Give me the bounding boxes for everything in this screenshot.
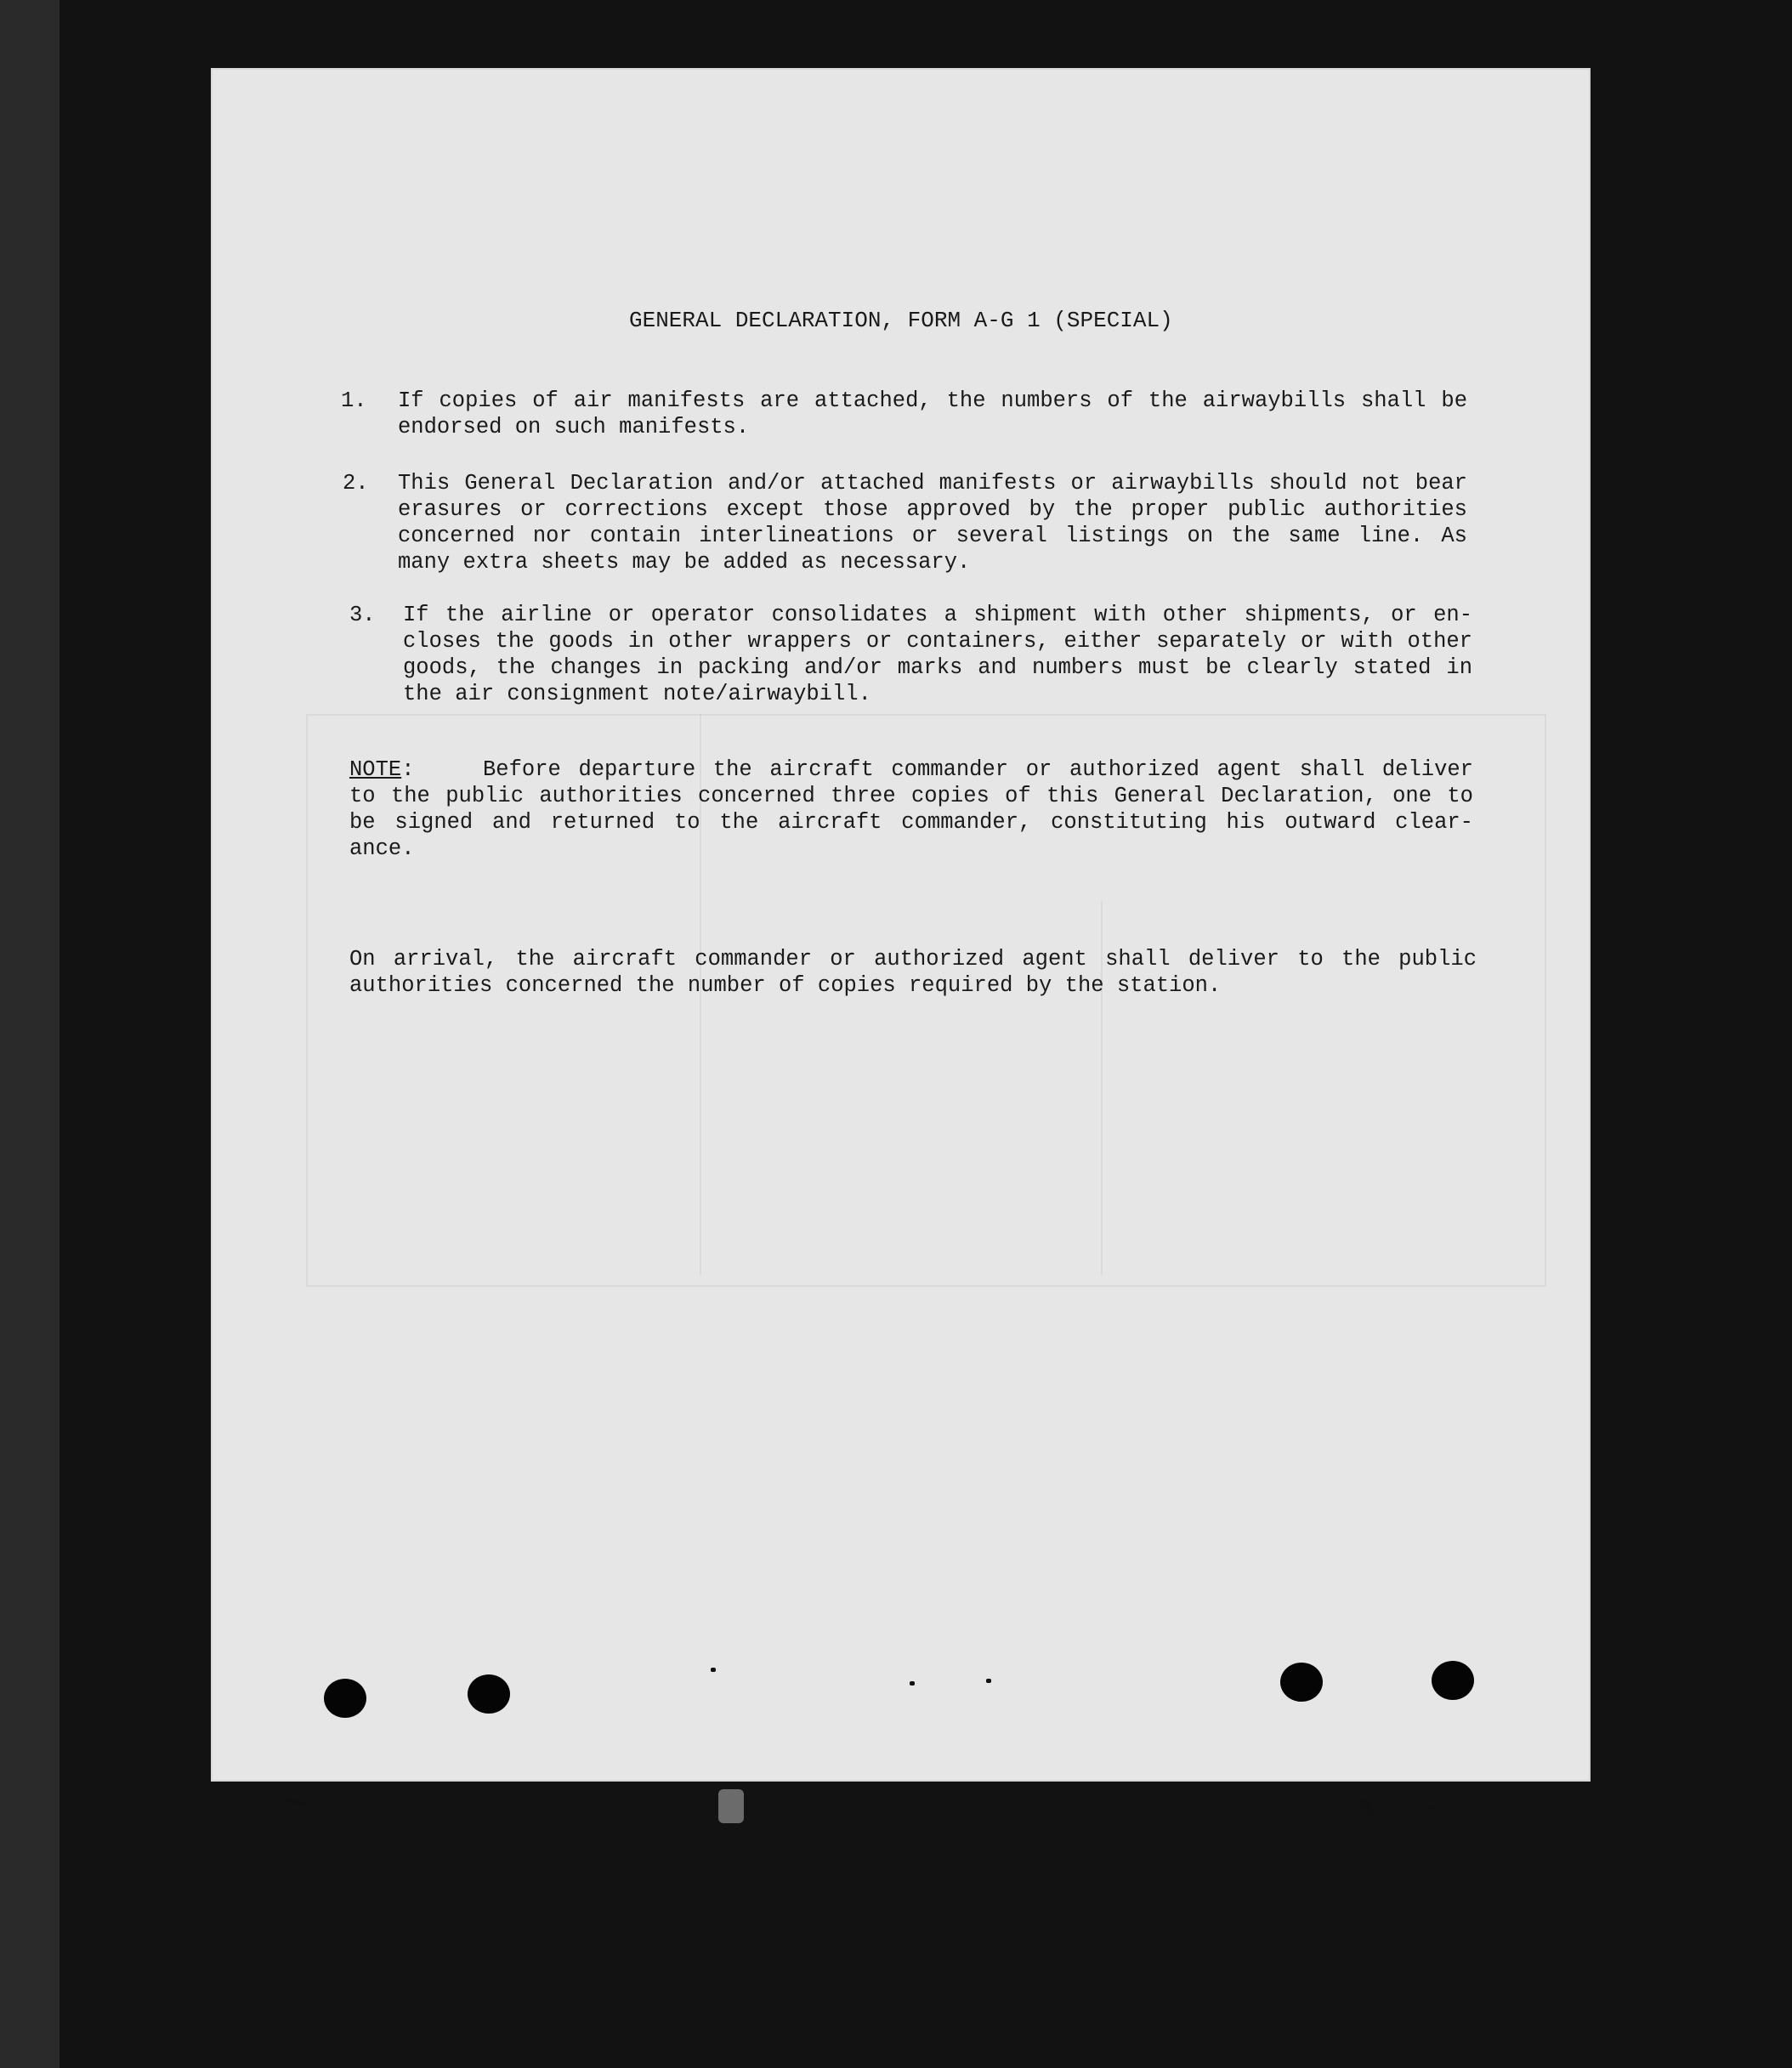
- item-number: 3.: [349, 603, 376, 627]
- ink-speck: [1428, 1806, 1440, 1810]
- text-line: to the public authorities concerned three copies of this General Declaration, one to: [349, 784, 1473, 808]
- note-colon: :: [401, 757, 415, 782]
- item-2-text: [398, 470, 1467, 575]
- note-paragraph: [349, 756, 1473, 862]
- text-line: ance.: [349, 836, 415, 861]
- ink-speck: [718, 1789, 744, 1823]
- item-3-text: [403, 602, 1472, 707]
- ink-speck: [1360, 1798, 1375, 1817]
- note-first-line: [349, 756, 1473, 783]
- ink-speck: [281, 1797, 307, 1805]
- punch-hole: [324, 1679, 366, 1718]
- punch-hole: [1432, 1661, 1474, 1700]
- note-heading: [349, 756, 415, 783]
- ink-speck: [338, 1807, 359, 1810]
- punch-hole: [468, 1674, 510, 1714]
- item-number: 2.: [343, 471, 369, 496]
- item-number: 1.: [341, 388, 367, 413]
- document-title: GENERAL DECLARATION, FORM A-G 1 (SPECIAL): [629, 308, 1173, 333]
- text-line: This General Declaration and/or attached manifests or airwaybills should not bear: [398, 471, 1467, 496]
- text-line: erasures or corrections except those approved by the proper public authorities: [398, 497, 1467, 522]
- text-line: many extra sheets may be added as necessary.: [398, 550, 971, 575]
- text-line: authorities concerned the number of copies required by the station.: [349, 973, 1222, 998]
- text-line: On arrival, the aircraft commander or authorized agent shall deliver to the public: [349, 947, 1477, 972]
- arrival-paragraph: [349, 946, 1477, 999]
- note-label: NOTE: [349, 757, 402, 782]
- text-line: closes the goods in other wrappers or containers, either separately or with other: [403, 629, 1472, 654]
- scan-border-left: [0, 0, 60, 2068]
- text-line: the air consignment note/airwaybill.: [403, 682, 871, 706]
- text-line: If copies of air manifests are attached, the numbers of the airwaybills shall be: [398, 388, 1467, 413]
- document-page: [211, 68, 1591, 1782]
- text-line: If the airline or operator consolidates a shipment with other shipments, or en-: [403, 603, 1472, 627]
- text-line: concerned nor contain interlineations or several listings on the same line. As: [398, 524, 1467, 548]
- ink-speck: [711, 1668, 716, 1672]
- text-line: be signed and returned to the aircraft commander, constituting his outward clear-: [349, 810, 1473, 835]
- punch-hole: [1280, 1663, 1323, 1702]
- ink-speck: [986, 1679, 991, 1683]
- note-first-line-text: Before departure the aircraft commander or authorized agent shall deliver: [483, 757, 1473, 782]
- text-line: goods, the changes in packing and/or marks and numbers must be clearly stated in: [403, 655, 1472, 680]
- text-line: endorsed on such manifests.: [398, 415, 750, 439]
- item-1-text: [398, 388, 1467, 440]
- ink-speck: [910, 1681, 915, 1686]
